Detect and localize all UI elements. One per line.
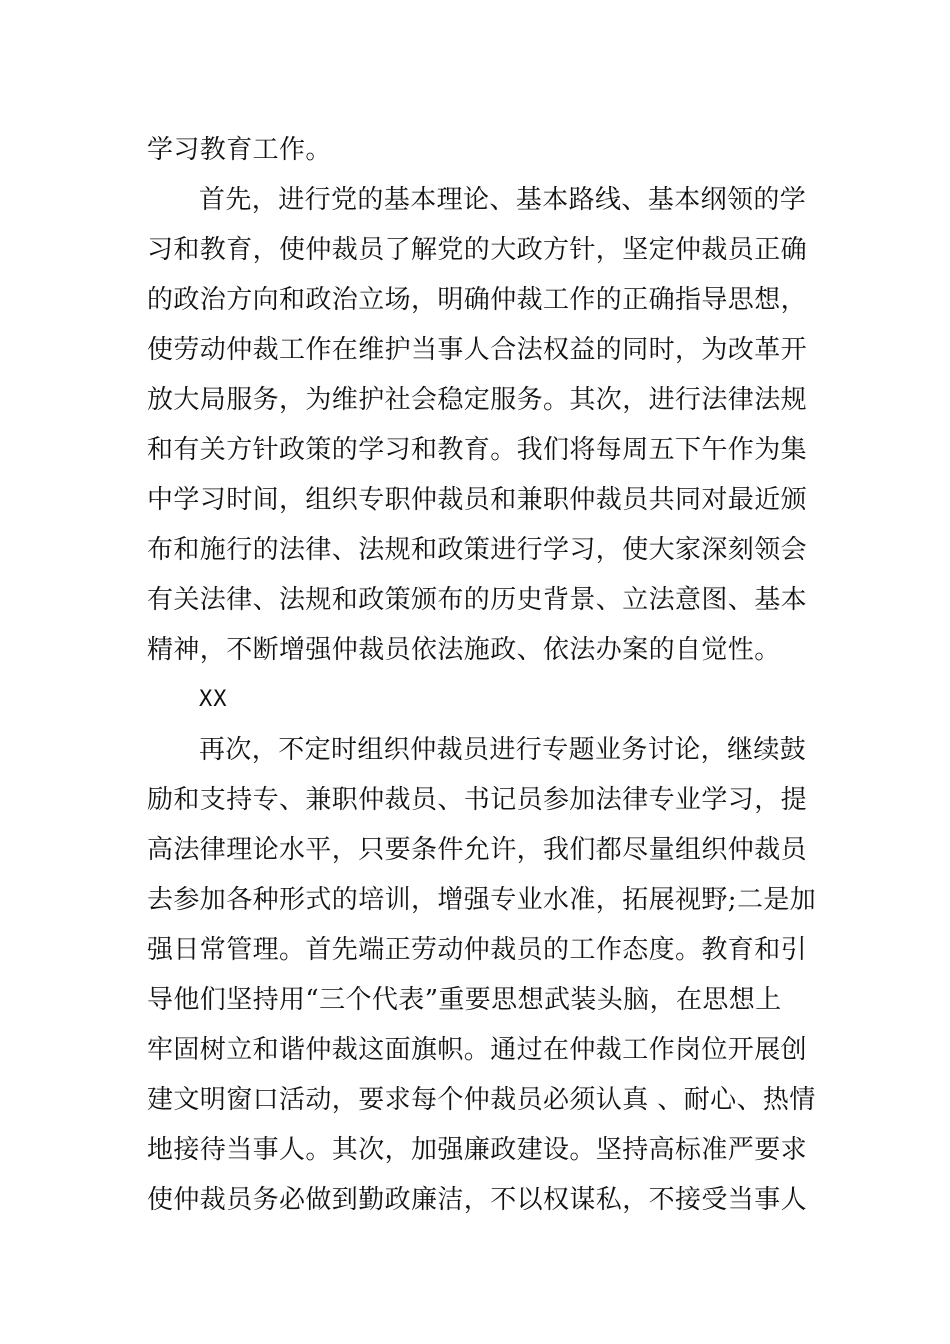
text-line: 首先，进行党的基本理论、基本路线、基本纲领的学 <box>199 185 807 215</box>
text-line: 习和教育，使仲裁员了解党的大政方针，坚定仲裁员正确 <box>147 235 808 265</box>
section-marker-text: XX <box>199 687 228 712</box>
text-line: 去参加各种形式的培训，增强专业水准，拓展视野;二是加 <box>147 885 817 915</box>
paragraph-continuation <box>147 125 807 175</box>
text-line: 中学习时间，组织专职仲裁员和兼职仲裁员共同对最近颁 <box>147 485 808 515</box>
paragraph-study <box>147 175 807 675</box>
text-line: 使劳动仲裁工作在维护当事人合法权益的同时，为改革开 <box>147 335 808 365</box>
text-line: 学习教育工作。 <box>147 135 332 165</box>
text-line: 使仲裁员务必做到勤政廉洁，不以权谋私，不接受当事人 <box>147 1185 808 1215</box>
text-line: 高法律理论水平，只要条件允许，我们都尽量组织仲裁员 <box>147 835 808 865</box>
text-line: 精神，不断增强仲裁员依法施政、依法办案的自觉性。 <box>147 635 781 665</box>
text-line: 励和支持专、兼职仲裁员、书记员参加法律专业学习，提 <box>147 785 808 815</box>
text-line: 和有关方针政策的学习和教育。我们将每周五下午作为集 <box>147 435 808 465</box>
text-line: 布和施行的法律、法规和政策进行学习，使大家深刻领会 <box>147 535 808 565</box>
text-line: 地接待当事人。其次，加强廉政建设。坚持高标准严要求 <box>147 1135 808 1165</box>
text-line: 放大局服务，为维护社会稳定服务。其次，进行法律法规 <box>147 385 808 415</box>
text-line: 有关法律、法规和政策颁布的历史背景、立法意图、基本 <box>147 585 808 615</box>
text-line: 牢固树立和谐仲裁这面旗帜。通过在仲裁工作岗位开展创 <box>147 1035 808 1065</box>
text-line: 建文明窗口活动，要求每个仲裁员必须认真 、耐心、热情 <box>147 1085 816 1115</box>
text-line: 强日常管理。首先端正劳动仲裁员的工作态度。教育和引 <box>147 935 808 965</box>
text-line: 的政治方向和政治立场，明确仲裁工作的正确指导思想， <box>147 285 808 315</box>
text-line: 再次，不定时组织仲裁员进行专题业务讨论，继续鼓 <box>199 735 807 765</box>
text-line: 导他们坚持用“三个代表”重要思想武装头脑，在思想上 <box>147 985 782 1015</box>
paragraph-training <box>147 725 817 1225</box>
section-marker <box>147 675 807 725</box>
